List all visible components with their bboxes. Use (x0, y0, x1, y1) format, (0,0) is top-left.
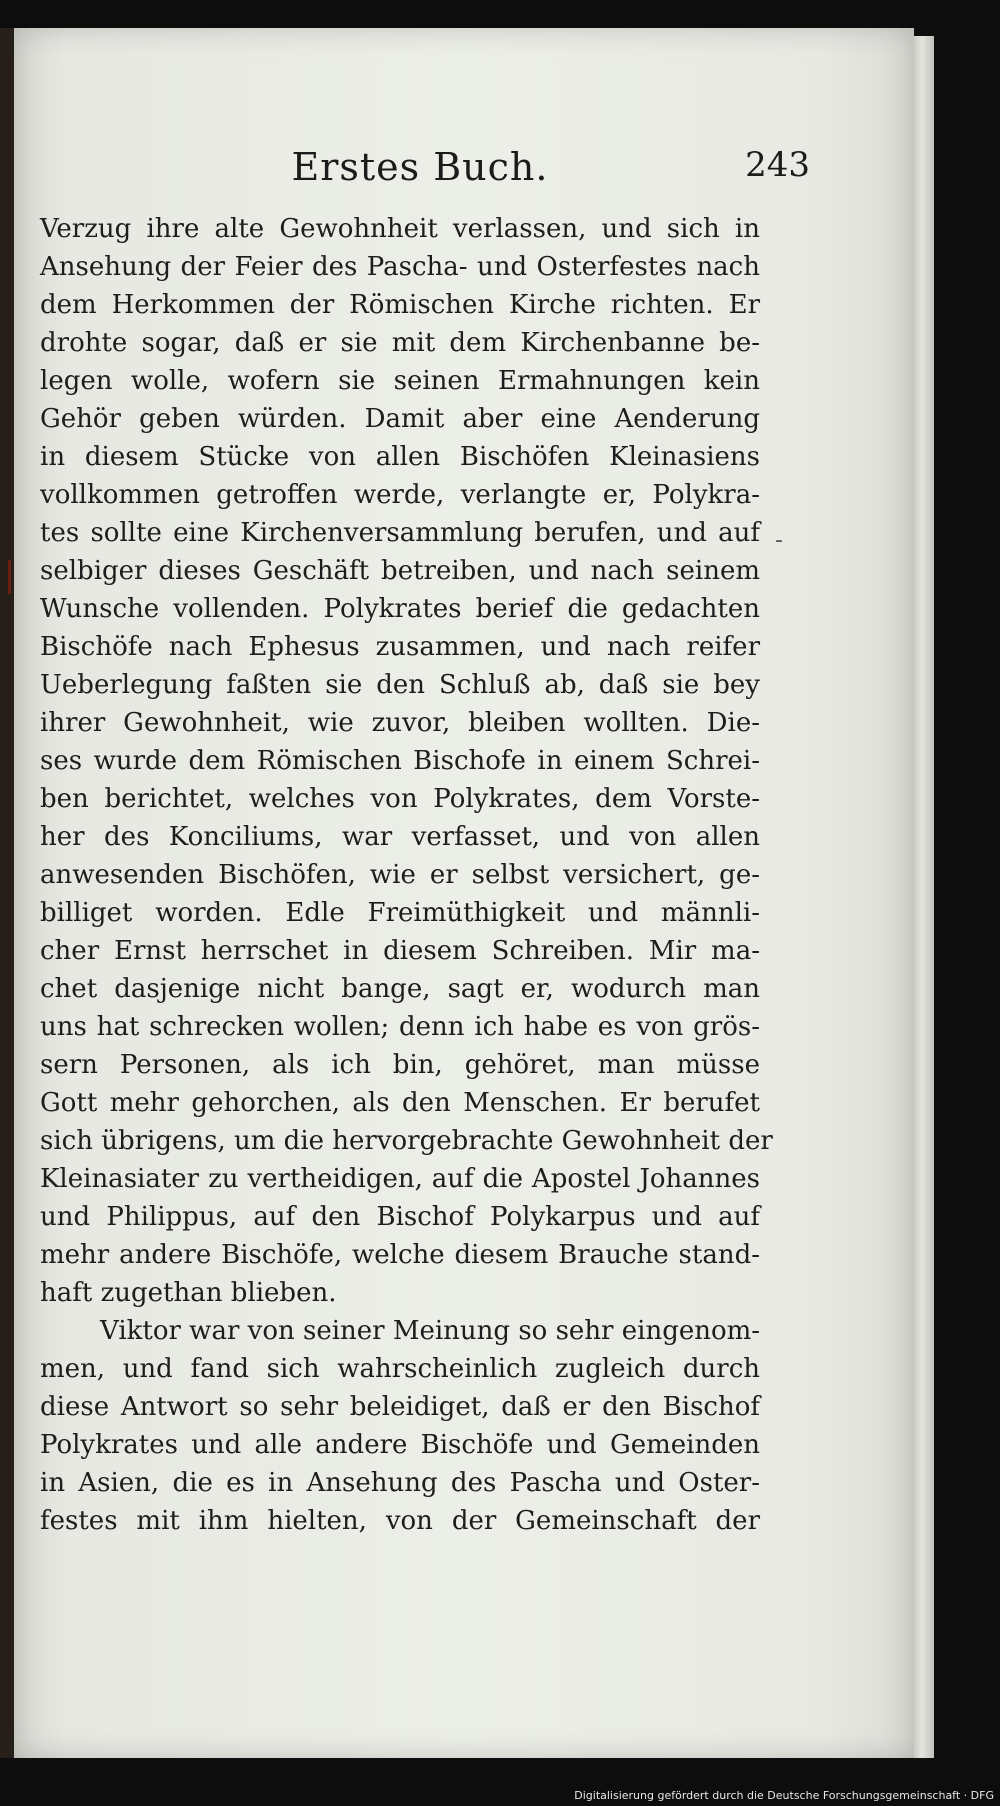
body-text (40, 210, 773, 1540)
paragraph-start-line: Viktor war von seiner Meinung so sehr eingenom- (100, 1316, 761, 1346)
page-number: 243 (745, 145, 810, 185)
text-line: Verzug ihre alte Gewohnheit verlassen, und sich in (40, 214, 760, 244)
text-line: Gehör geben würden. Damit aber eine Aenderung (40, 404, 760, 434)
text-line: Ueberlegung faßten sie den Schluß ab, daß sie bey (40, 670, 760, 700)
text-line: sern Personen, als ich bin, gehöret, man müsse (40, 1050, 760, 1080)
text-line: chet dasjenige nicht bange, sagt er, wodurch man (40, 974, 760, 1004)
margin-dash-mark: - (775, 528, 783, 553)
text-line: tes sollte eine Kirchenversammlung berufen, und auf (40, 518, 760, 548)
running-head: Erstes Buch. (291, 145, 549, 189)
text-line: und Philippus, auf den Bischof Polykarpus und auf (40, 1202, 760, 1232)
text-line: uns hat schrecken wollen; denn ich habe es von grös- (40, 1012, 760, 1042)
page-header (60, 145, 810, 205)
text-line: ihrer Gewohnheit, wie zuvor, bleiben wollten. Die- (40, 708, 760, 738)
text-line: diese Antwort so sehr beleidiget, daß er den Bischof (40, 1392, 760, 1422)
text-line: festes mit ihm hielten, von der Gemeinschaft der (40, 1506, 760, 1536)
text-line: Polykrates und alle andere Bischöfe und Gemeinden (40, 1430, 760, 1460)
text-line: ben berichtet, welches von Polykrates, dem Vorste- (40, 784, 760, 814)
page-edge (914, 36, 934, 1758)
text-line: Wunsche vollenden. Polykrates berief die gedachten (40, 594, 760, 624)
digitization-credit: Digitalisierung gefördert durch die Deutsche Forschungsgemeinschaft · DFG (574, 1789, 994, 1802)
text-line: ses wurde dem Römischen Bischofe in einem Schrei- (40, 746, 760, 776)
text-line: in Asien, die es in Ansehung des Pascha und Oster- (40, 1468, 760, 1498)
text-line: anwesenden Bischöfen, wie er selbst versichert, ge- (40, 860, 760, 890)
text-line: men, und fand sich wahrscheinlich zugleich durch (40, 1354, 760, 1384)
text-line: Kleinasiater zu vertheidigen, auf die Apostel Johannes (40, 1164, 760, 1194)
text-line: vollkommen getroffen werde, verlangte er, Polykra- (40, 480, 760, 510)
text-line: dem Herkommen der Römischen Kirche richten. Er (40, 290, 760, 320)
text-line: cher Ernst herrschet in diesem Schreiben. Mir ma- (40, 936, 760, 966)
text-line: Ansehung der Feier des Pascha- und Osterfestes nach (40, 252, 760, 282)
text-line: Gott mehr gehorchen, als den Menschen. Er berufet (40, 1088, 760, 1118)
text-line: mehr andere Bischöfe, welche diesem Brauche stand- (40, 1240, 760, 1270)
text-line: Bischöfe nach Ephesus zusammen, und nach reifer (40, 632, 760, 662)
margin-mark-left (8, 560, 11, 594)
text-line: in diesem Stücke von allen Bischöfen Kleinasiens (40, 442, 760, 472)
text-line: legen wolle, wofern sie seinen Ermahnungen kein (40, 366, 760, 396)
text-line: her des Konciliums, war verfasset, und von allen (40, 822, 760, 852)
text-line: sich übrigens, um die hervorgebrachte Gewohnheit der (40, 1126, 773, 1156)
paragraph-end-line: haft zugethan blieben. (40, 1278, 337, 1308)
text-line: billiget worden. Edle Freimüthigkeit und männli- (40, 898, 760, 928)
text-line: selbiger dieses Geschäft betreiben, und nach seinem (40, 556, 760, 586)
text-line: drohte sogar, daß er sie mit dem Kirchenbanne be- (40, 328, 760, 358)
